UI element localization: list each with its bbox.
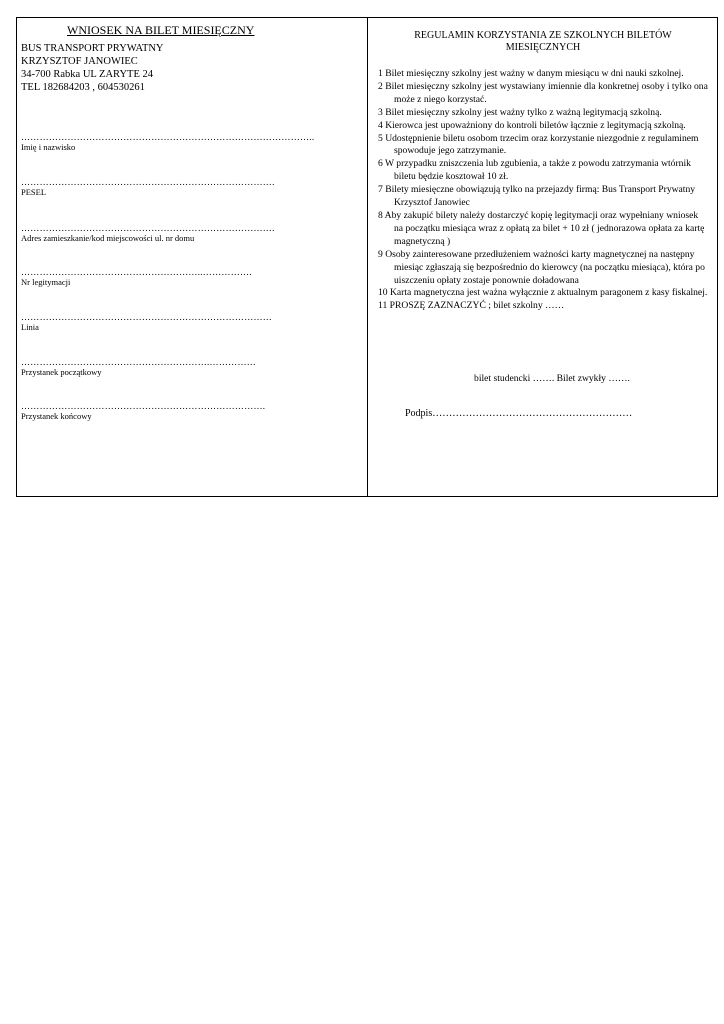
field-name[interactable] <box>21 132 361 152</box>
rule-item <box>378 68 708 81</box>
field-line[interactable]: …………………………………………………..……………. <box>21 267 252 277</box>
company-owner: KRZYSZTOF JANOWIEC <box>21 56 138 67</box>
rules-title-line: REGULAMIN KORZYSTANIA ZE SZKOLNYCH BILETÓW <box>414 30 672 41</box>
company-name: BUS TRANSPORT PRYWATNY <box>21 43 164 54</box>
rule-number: 8 <box>378 209 383 221</box>
rule-text: Osoby zainteresowane przedłużeniem ważności karty magnetycznej na następny miesiąc zgłaszają się bezpośrednio do kierowcy (na początku miesiąca), która po uiszczeniu opłaty zostaje ponownie doładowana <box>385 248 705 286</box>
rule-text: Bilet miesięczny szkolny jest wystawiany imiennie dla konkretnej osoby i tylko ona może z niego korzystać. <box>385 80 708 105</box>
rule-number: 1 <box>378 68 383 79</box>
field-label: Przystanek początkowy <box>21 367 102 377</box>
rule-item <box>378 287 708 300</box>
field-label: Adres zamieszkanie/kod miejscowości ul. nr domu <box>21 233 195 243</box>
field-pesel[interactable] <box>21 177 361 197</box>
field-line[interactable]: …………………………………………………….…………… <box>21 357 257 367</box>
field-line-route[interactable] <box>21 312 361 332</box>
application-panel <box>17 18 367 496</box>
rule-text: Kierowca jest upoważniony do kontroli biletów łącznie z legitymacją szkolną. <box>385 119 686 131</box>
field-label: Nr legitymacji <box>21 277 71 287</box>
rule-number: 3 <box>378 106 383 118</box>
ticket-type-options[interactable]: bilet studencki ……. Bilet zwykły ……. <box>474 373 630 384</box>
rule-item <box>378 249 708 288</box>
rule-text: Bilet miesięczny szkolny jest ważny tylko z ważną legitymacją szkolną. <box>385 106 662 118</box>
rule-number: 2 <box>378 80 383 92</box>
rule-item <box>378 81 708 107</box>
rule-number: 7 <box>378 184 383 196</box>
rule-item <box>378 210 708 249</box>
field-label: Imię i nazwisko <box>21 142 76 152</box>
rules-panel <box>368 18 719 496</box>
rule-text: Aby zakupić bilety należy dostarczyć kopię legitymacji oraz wypełniany wniosek na początku miesiąca wraz z opłatą za bilet + 10 zł ( jednorazowa opłata za kartę magnetyczną ) <box>384 209 705 247</box>
rule-number: 4 <box>378 119 383 131</box>
field-line[interactable]: ………………………………………………………………………. <box>21 223 275 233</box>
rule-item <box>378 158 708 184</box>
rule-text: Karta magnetyczna jest ważna wyłącznie z aktualnym paragonem z kasy fiskalnej. <box>390 287 708 299</box>
field-line[interactable]: ……………………………………………………………………. <box>21 401 266 411</box>
field-address[interactable] <box>21 223 361 243</box>
rule-item[interactable] <box>378 300 708 313</box>
field-line[interactable]: ……………………………………………………………………… <box>21 312 273 322</box>
field-end-stop[interactable] <box>21 401 361 421</box>
ticket-application-form <box>16 17 718 497</box>
rule-number: 10 <box>378 287 388 299</box>
rule-number: 5 <box>378 132 383 144</box>
field-label: Przystanek końcowy <box>21 411 92 421</box>
form-title: WNIOSEK NA BILET MIESIĘCZNY <box>67 23 255 37</box>
ticket-type-choice[interactable]: PROSZĘ ZAZNACZYĆ ; bilet szkolny …… <box>389 300 565 312</box>
field-label: Linia <box>21 322 39 332</box>
rule-item <box>378 133 708 159</box>
signature-field[interactable]: Podpis…………………………………………………… <box>405 408 633 419</box>
rule-number: 11 <box>378 300 388 312</box>
rule-number: 9 <box>378 248 383 260</box>
rules-title-line: MIESIĘCZNYCH <box>505 42 581 53</box>
rules-list <box>378 68 708 313</box>
rule-item <box>378 107 708 120</box>
rule-text: Udostępnienie biletu osobom trzecim oraz korzystanie niezgodnie z regulaminem spowoduje jego zatrzymanie. <box>385 132 699 157</box>
field-line[interactable]: ………………………………………………………………………………….. <box>21 132 315 142</box>
rule-text: W przypadku zniszczenia lub zgubienia, a także z powodu zatrzymania wtórnik biletu będzie kosztował 10 zł. <box>385 158 691 183</box>
rule-text: Bilet miesięczny szkolny jest ważny w danym miesiącu w dni nauki szkolnej. <box>385 68 684 79</box>
rule-item <box>378 184 708 210</box>
rule-text: Bilety miesięczne obowiązują tylko na przejazdy firmą: Bus Transport Prywatny Krzysztof Janowiec <box>385 184 696 209</box>
company-address: 34-700 Rabka UL ZARYTE 24 <box>21 69 154 80</box>
rule-number: 6 <box>378 158 383 170</box>
field-id-number[interactable] <box>21 267 361 287</box>
company-details <box>21 42 164 94</box>
rules-title <box>368 30 708 54</box>
field-line[interactable]: ………………………………………………………………………. <box>21 177 275 187</box>
rule-item <box>378 120 708 133</box>
company-phone: TEL 182684203 , 604530261 <box>21 82 145 93</box>
field-start-stop[interactable] <box>21 357 361 377</box>
field-label: PESEL <box>21 187 47 197</box>
